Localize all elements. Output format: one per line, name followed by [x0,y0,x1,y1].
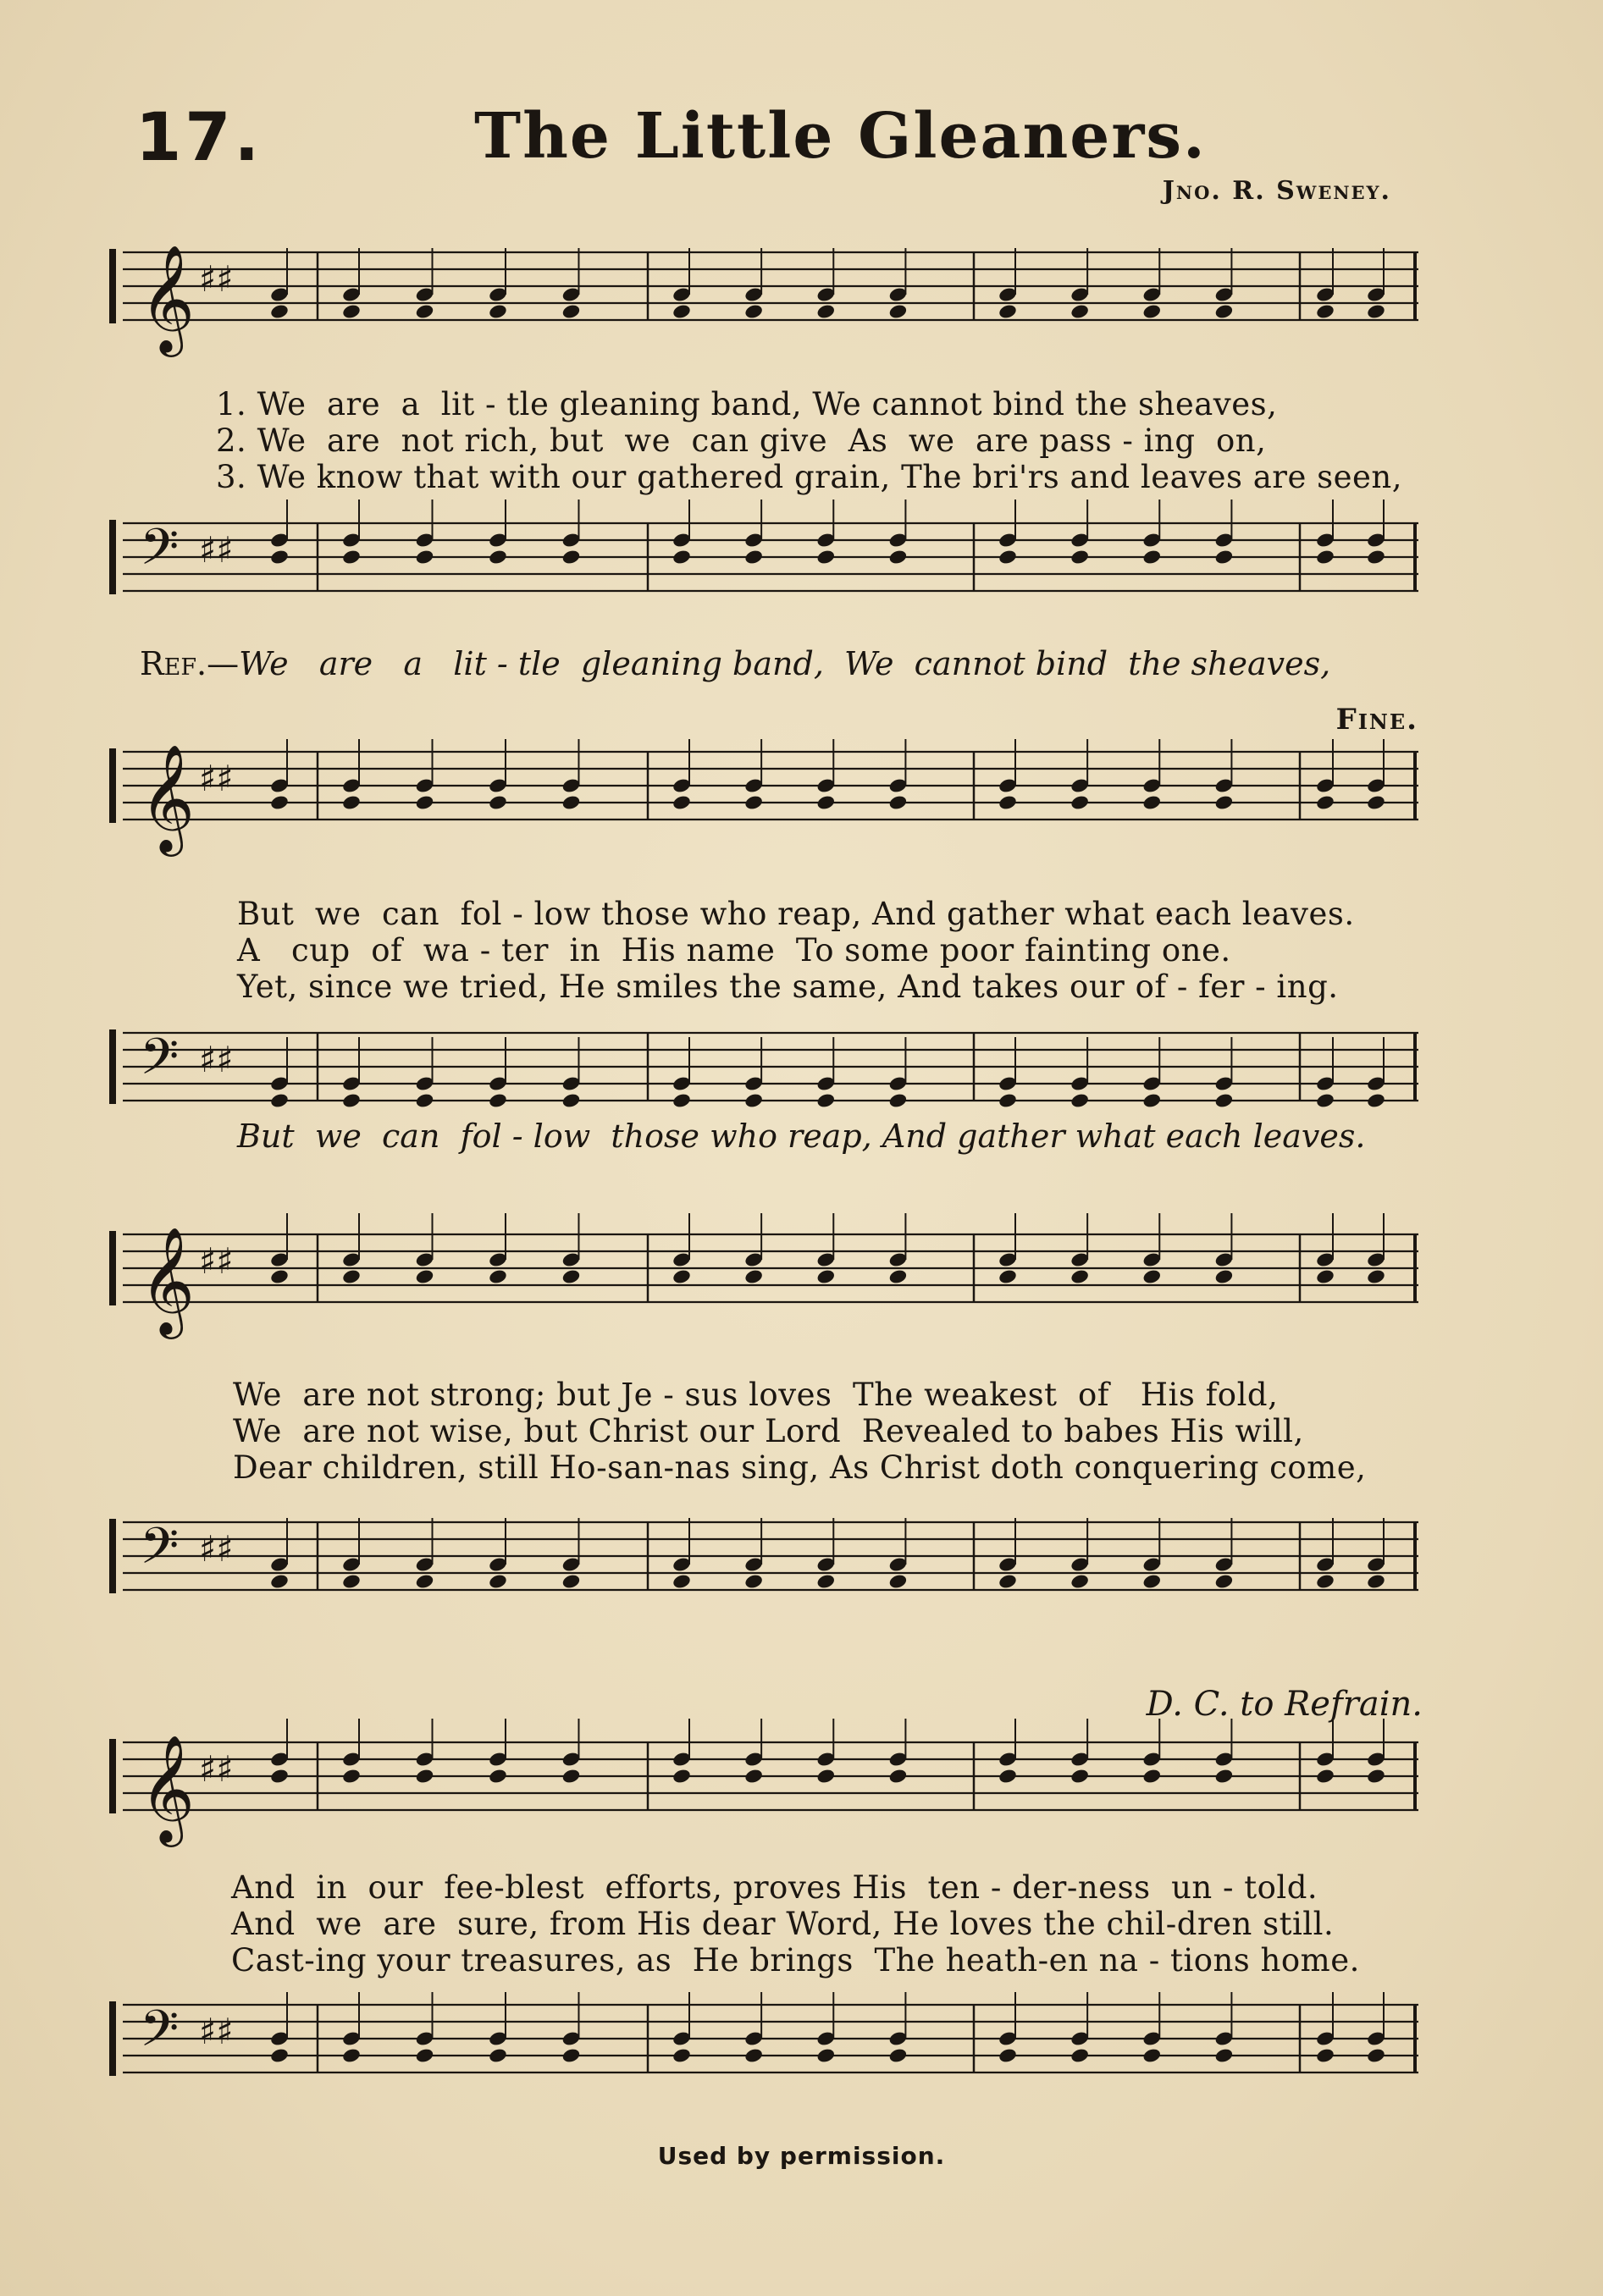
refrain-label: Ref.— [140,645,240,682]
treble-clef-icon: 𝄞 [140,1226,196,1334]
bass-staff [106,1498,1427,1651]
bass-clef-icon: 𝄢 [140,1516,180,1587]
hymn-number: 17. [135,100,263,176]
verse-2-line: A cup of wa - ter in His name To some poor fainting one. [237,932,1231,969]
treble-staff [106,229,1427,364]
key-signature-icon: ♯♯ [199,758,234,799]
key-signature-icon: ♯♯ [199,258,234,300]
fine-marking: Fine. [1335,703,1418,737]
treble-staff [106,728,1427,864]
key-signature-icon: ♯♯ [199,529,234,571]
bass-staff [106,499,1427,626]
bass-clef-icon: 𝄢 [140,1027,180,1098]
treble-staff [106,1719,1427,1854]
key-signature-icon: ♯♯ [199,1528,234,1570]
verse-1-line: And in our fee-blest efforts, proves His ten - der-ness un - told. [231,1869,1318,1906]
verse-1-line: We are not strong; but Je - sus loves The weakest of His fold, [233,1377,1279,1413]
refrain-line: But we can fol - low those who reap, And gather what each leaves. [237,1118,1366,1155]
composer-credit: Jno. R. Sweney. [1162,176,1391,206]
key-signature-icon: ♯♯ [199,1039,234,1080]
verse-1-line: 1. We are a lit - tle gleaning band, We cannot bind the sheaves, [216,386,1278,422]
treble-clef-icon: 𝄞 [140,1734,196,1842]
verse-3-line: Cast-ing your treasures, as He brings The heath-en na - tions home. [231,1942,1360,1979]
bass-clef-icon: 𝄢 [140,517,180,588]
verse-2-line: And we are sure, from His dear Word, He loves the chil-dren still. [231,1906,1335,1942]
verse-2-line: 2. We are not rich, but we can give As we are pass - ing on, [216,422,1267,459]
music-system-2 [106,703,1427,1177]
verse-3-line: Yet, since we tried, He smiles the same, And takes our of - fer - ing. [237,969,1339,1005]
permission-credit: Used by permission. [657,2142,946,2170]
verse-3-line: 3. We know that with our gathered grain, The bri'rs and leaves are seen, [216,459,1403,495]
treble-clef-icon: 𝄞 [140,244,196,352]
dc-marking: D. C. to Refrain. [1146,1685,1423,1724]
key-signature-icon: ♯♯ [199,2011,234,2052]
verse-3-line: Dear children, still Ho-san-nas sing, As Christ doth conquering come, [233,1449,1367,1486]
music-system-4 [106,1685,1427,2142]
refrain-line [140,645,1330,682]
refrain-text: We are a lit - tle gleaning band, We cannot bind the sheaves, [239,645,1331,682]
bass-clef-icon: 𝄢 [140,1999,180,2070]
hymn-title: The Little Gleaners. [474,100,1207,173]
treble-clef-icon: 𝄞 [140,743,196,852]
verse-1-line: But we can fol - low those who reap, And gather what each leaves. [237,896,1355,932]
key-signature-icon: ♯♯ [199,1240,234,1282]
music-system-3 [106,1211,1427,1685]
verse-2-line: We are not wise, but Christ our Lord Revealed to babes His will, [233,1413,1304,1449]
bass-staff [106,1981,1427,2125]
treble-staff [106,1211,1427,1346]
key-signature-icon: ♯♯ [199,1748,234,1790]
music-system-1 [106,229,1427,703]
